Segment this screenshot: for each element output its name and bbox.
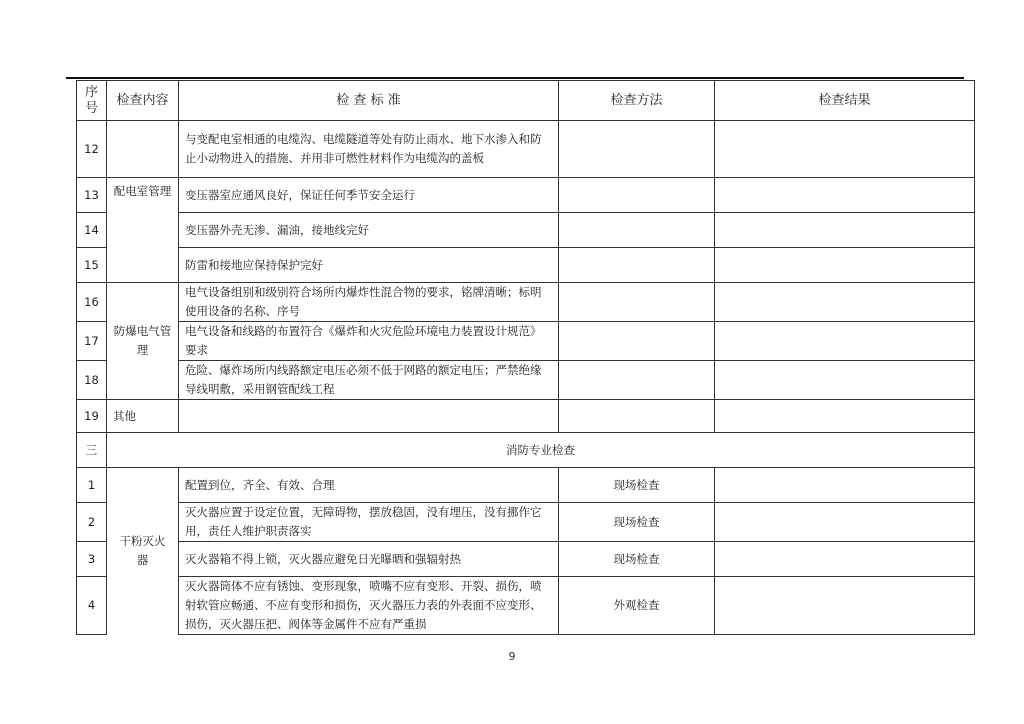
category-spacer — [107, 121, 179, 178]
section-row — [77, 433, 975, 468]
category-label: 干粉灭火器 — [119, 534, 166, 568]
standard-cell: 配置到位，齐全、有效、合理 — [179, 468, 559, 503]
top-rule — [66, 77, 964, 79]
standard-cell: 电气设备组别和级别符合场所内爆炸性混合物的要求，铭牌清晰；标明使用设备的名称、序号 — [179, 283, 559, 322]
standard-cell: 防雷和接地应保持保护完好 — [179, 248, 559, 283]
standard-cell: 电气设备和线路的布置符合《爆炸和火灾危险环境电力装置设计规范》要求 — [179, 322, 559, 361]
method-cell: 现场检查 — [559, 468, 715, 503]
table-row — [77, 178, 975, 213]
category-cell — [107, 468, 179, 635]
standard-cell: 与变配电室相通的电缆沟、电缆隧道等处有防止雨水、地下水渗入和防止小动物进入的措施、并用非可燃性材料作为电缆沟的盖板 — [179, 121, 559, 178]
method-cell — [559, 283, 715, 322]
method-cell — [559, 213, 715, 248]
method-cell — [559, 322, 715, 361]
table-row — [77, 542, 975, 577]
header-category: 检查内容 — [107, 81, 179, 121]
table-row — [77, 121, 975, 178]
table-row — [77, 361, 975, 400]
result-cell — [715, 577, 975, 635]
category-cell: 其他 — [107, 400, 179, 433]
result-cell — [715, 283, 975, 322]
table-header-row — [77, 81, 975, 121]
result-cell — [715, 468, 975, 503]
method-cell — [559, 248, 715, 283]
header-standard: 检 查 标 准 — [179, 81, 559, 121]
result-cell — [715, 178, 975, 213]
page-number: 9 — [508, 650, 516, 663]
standard-cell: 灭火器应置于设定位置，无障碍物，摆放稳固，没有埋压，没有挪作它用，责任人维护职责落实 — [179, 503, 559, 542]
standard-cell: 变压器外壳无渗、漏油，接地线完好 — [179, 213, 559, 248]
standard-cell: 危险、爆炸场所内线路额定电压必须不低于网路的额定电压；严禁绝缘导线明敷，采用钢管配线工程 — [179, 361, 559, 400]
result-cell — [715, 542, 975, 577]
method-cell — [559, 178, 715, 213]
row-number: 13 — [77, 178, 107, 213]
method-cell: 外观检查 — [559, 577, 715, 635]
row-number: 1 — [77, 468, 107, 503]
table-row — [77, 322, 975, 361]
section-title: 消防专业检查 — [107, 433, 975, 468]
table-row — [77, 468, 975, 503]
method-cell — [559, 361, 715, 400]
result-cell — [715, 322, 975, 361]
result-cell — [715, 400, 975, 433]
row-number: 15 — [77, 248, 107, 283]
row-number: 19 — [77, 400, 107, 433]
standard-cell: 灭火器筒体不应有锈蚀、变形现象，喷嘴不应有变形、开裂、损伤，喷射软管应畅通、不应有变形和损伤，灭火器压力表的外表面不应变形、损伤，灭火器压把、阀体等金属件不应有严重损 — [179, 577, 559, 635]
result-cell — [715, 213, 975, 248]
row-number: 12 — [77, 121, 107, 178]
result-cell — [715, 503, 975, 542]
method-cell: 现场检查 — [559, 542, 715, 577]
row-number: 3 — [77, 542, 107, 577]
result-cell — [715, 121, 975, 178]
result-cell — [715, 248, 975, 283]
table-row — [77, 283, 975, 322]
table-row — [77, 248, 975, 283]
method-cell — [559, 400, 715, 433]
row-number: 2 — [77, 503, 107, 542]
inspection-table — [76, 80, 975, 635]
category-cell: 配电室管理 — [107, 178, 179, 283]
section-number: 三 — [77, 433, 107, 468]
method-cell: 现场检查 — [559, 503, 715, 542]
row-number: 16 — [77, 283, 107, 322]
standard-cell — [179, 400, 559, 433]
result-cell — [715, 361, 975, 400]
row-number: 17 — [77, 322, 107, 361]
header-result: 检查结果 — [715, 81, 975, 121]
table-row — [77, 400, 975, 433]
standard-cell: 灭火器箱不得上锁，灭火器应避免日光曝晒和强辐射热 — [179, 542, 559, 577]
standard-cell: 变压器室应通风良好，保证任何季节安全运行 — [179, 178, 559, 213]
method-cell — [559, 121, 715, 178]
table-row — [77, 577, 975, 635]
table-row — [77, 503, 975, 542]
row-number: 18 — [77, 361, 107, 400]
category-cell: 防爆电气管理 — [107, 283, 179, 400]
row-number: 14 — [77, 213, 107, 248]
header-no: 序号 — [77, 81, 107, 121]
table-row — [77, 213, 975, 248]
header-method: 检查方法 — [559, 81, 715, 121]
row-number: 4 — [77, 577, 107, 635]
